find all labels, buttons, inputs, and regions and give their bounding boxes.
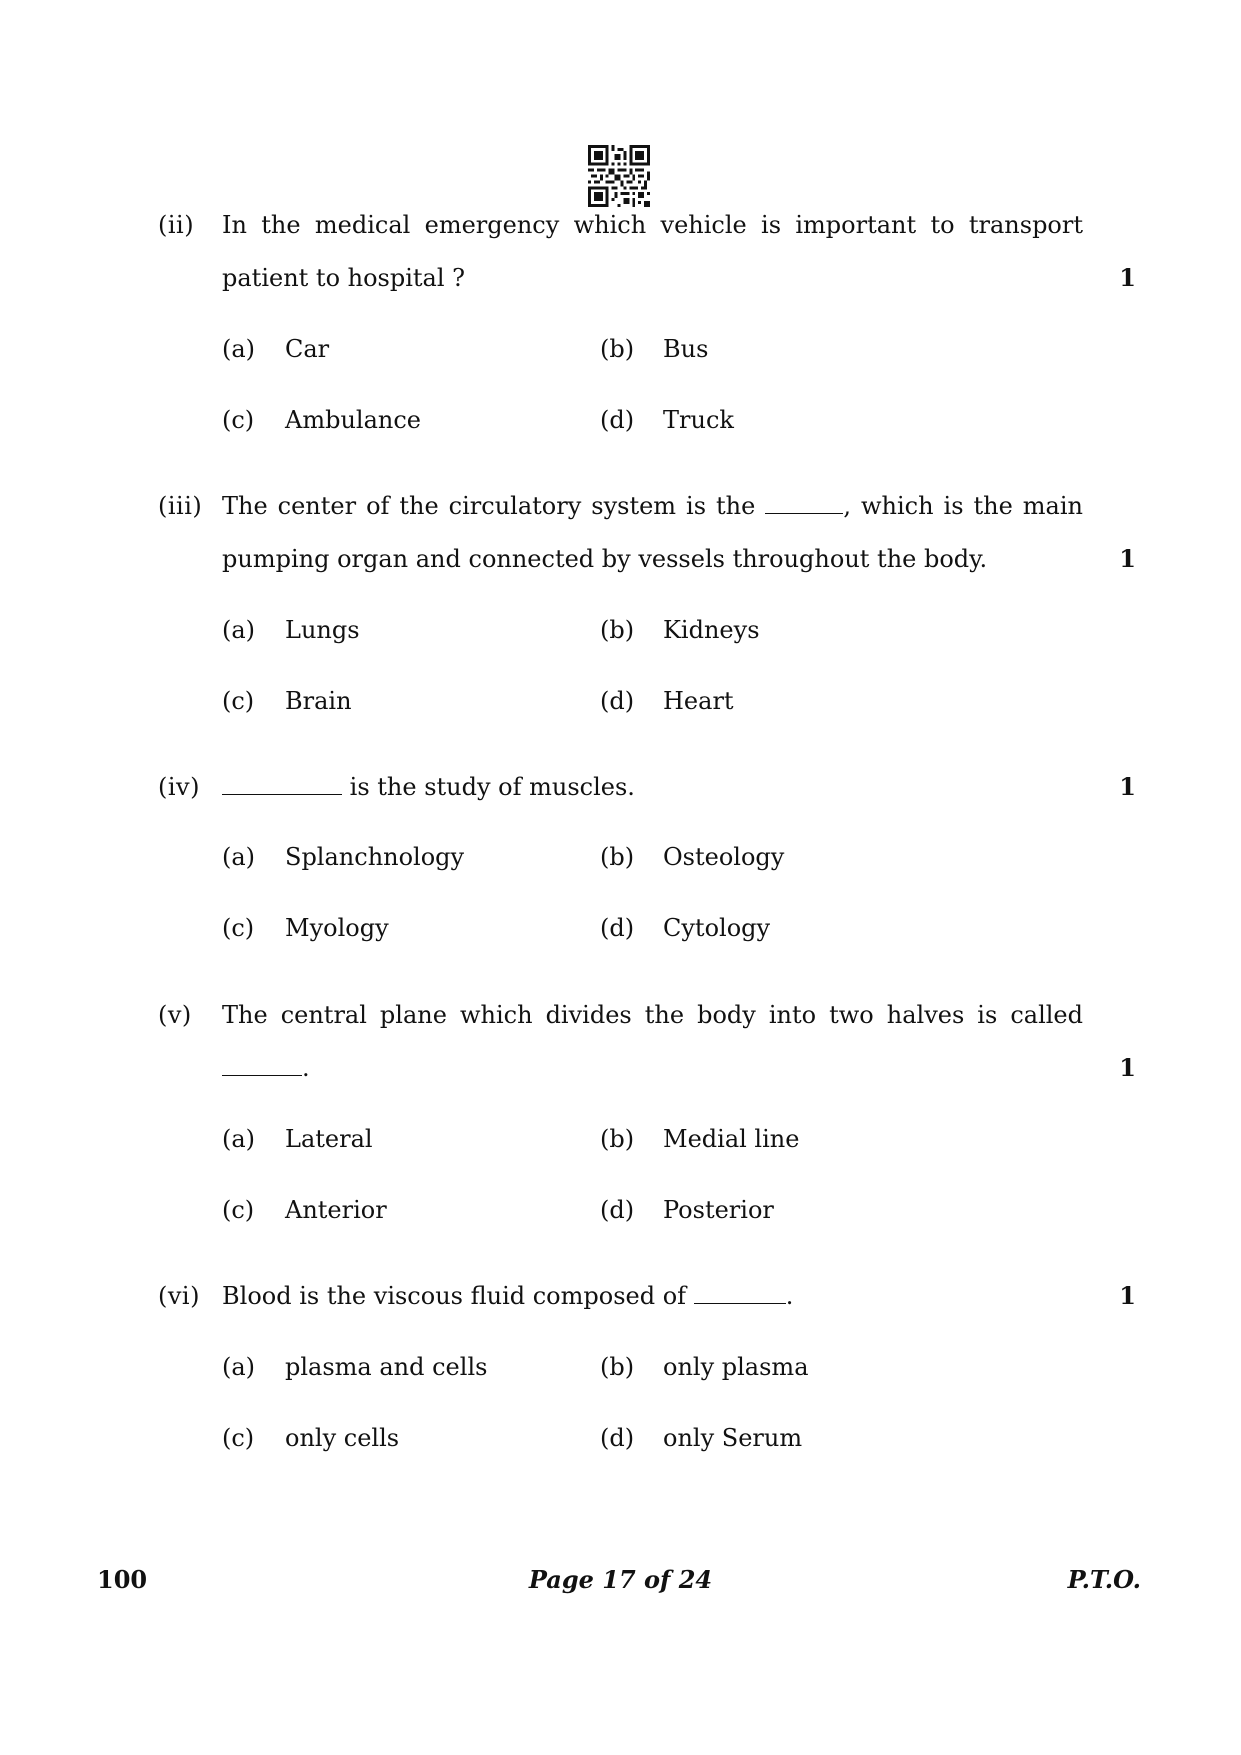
question-number: (iv)	[158, 773, 200, 801]
option-text: Ambulance	[285, 406, 421, 434]
answer-blank	[694, 1281, 786, 1304]
answer-blank	[222, 1053, 302, 1076]
option-text: Brain	[285, 687, 352, 715]
question-text-line-2: patient to hospital ?	[222, 264, 466, 292]
option-label: (b)	[600, 1125, 635, 1153]
question-text-line-1	[222, 491, 1083, 521]
option-label: (a)	[222, 616, 256, 644]
option-label: (a)	[222, 1125, 256, 1153]
option-label: (d)	[600, 1424, 635, 1452]
question-number: (v)	[158, 1001, 192, 1029]
answer-blank	[765, 491, 843, 514]
option-text: only Serum	[663, 1424, 803, 1452]
option-text: Anterior	[285, 1196, 387, 1224]
question-text-line-1: The central plane which divides the body into two halves is called	[222, 1001, 1083, 1029]
option-label: (d)	[600, 914, 635, 942]
option-label: (c)	[222, 1424, 255, 1452]
question-number: (vi)	[158, 1282, 200, 1310]
option-text: Myology	[285, 914, 389, 942]
option-text: Lateral	[285, 1125, 373, 1153]
option-text: Posterior	[663, 1196, 774, 1224]
option-label: (b)	[600, 335, 635, 363]
question-marks: 1	[1119, 772, 1136, 801]
paper-code: 100	[97, 1565, 148, 1594]
question-text-line-1	[222, 772, 1083, 802]
question-text-line-1: In the medical emergency which vehicle is important to transport	[222, 211, 1083, 239]
question-text-line-2: pumping organ and connected by vessels throughout the body.	[222, 545, 988, 573]
option-label: (c)	[222, 406, 255, 434]
option-text: plasma and cells	[285, 1353, 488, 1381]
question-number: (iii)	[158, 492, 203, 520]
question-marks: 1	[1119, 1053, 1136, 1082]
option-text: Heart	[663, 687, 734, 715]
option-label: (a)	[222, 335, 256, 363]
option-label: (b)	[600, 843, 635, 871]
answer-blank	[222, 772, 342, 795]
question-text-post: is the study of muscles.	[349, 773, 635, 801]
question-marks: 1	[1119, 1281, 1136, 1310]
option-text: Cytology	[663, 914, 771, 942]
question-text-line-1	[222, 1281, 1083, 1311]
option-label: (d)	[600, 687, 635, 715]
question-text-post: , which is the main	[843, 492, 1083, 520]
question-number: (ii)	[158, 211, 195, 239]
option-text: only plasma	[663, 1353, 809, 1381]
question-text-pre: The center of the circulatory system is the	[222, 492, 756, 520]
option-text: Bus	[663, 335, 709, 363]
option-text: Osteology	[663, 843, 785, 871]
option-text: Truck	[663, 406, 734, 434]
question-marks: 1	[1119, 544, 1136, 573]
option-label: (b)	[600, 1353, 635, 1381]
option-text: only cells	[285, 1424, 400, 1452]
question-text-post: .	[785, 1282, 794, 1310]
option-text: Car	[285, 335, 330, 363]
option-label: (c)	[222, 1196, 255, 1224]
option-label: (a)	[222, 1353, 256, 1381]
option-label: (a)	[222, 843, 256, 871]
option-text: Kidneys	[663, 616, 760, 644]
question-text-post: .	[302, 1054, 310, 1082]
page-number: Page 17 of 24	[528, 1565, 713, 1594]
option-label: (b)	[600, 616, 635, 644]
question-text-line-2	[222, 1053, 1083, 1083]
option-label: (d)	[600, 1196, 635, 1224]
option-text: Splanchnology	[285, 843, 465, 871]
qr-code	[588, 145, 650, 207]
option-text: Lungs	[285, 616, 360, 644]
question-marks: 1	[1119, 263, 1136, 292]
option-text: Medial line	[663, 1125, 800, 1153]
option-label: (c)	[222, 687, 255, 715]
option-label: (d)	[600, 406, 635, 434]
question-text-pre: Blood is the viscous fluid composed of	[222, 1282, 687, 1310]
option-label: (c)	[222, 914, 255, 942]
pto-label: P.T.O.	[1067, 1565, 1141, 1594]
